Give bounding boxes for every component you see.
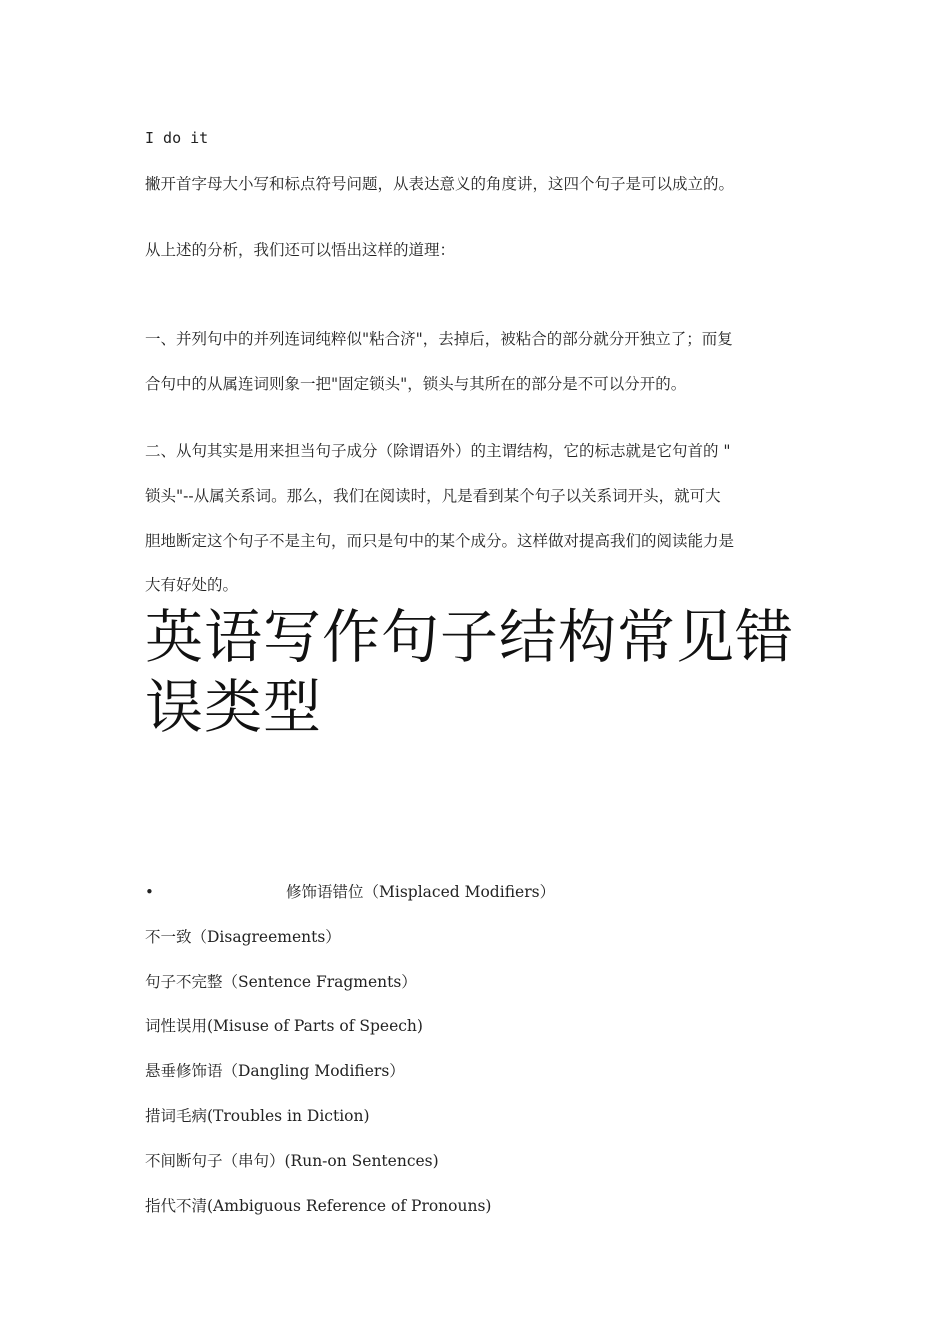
point-two-line: 大有好处的。 [145,576,239,594]
intro-sentence: 撇开首字母大小写和标点符号问题，从表达意义的角度讲，这四个句子是可以成立的。 [145,175,735,193]
point-two-line: 胆地断定这个句子不是主句，而只是句中的某个成分。这样做对提高我们的阅读能力是 [145,532,735,550]
list-item: 不一致（Disagreements） [145,928,341,946]
point-two-line: 二、从句其实是用来担当句子成分（除谓语外）的主谓结构，它的标志就是它句首的 " [145,442,731,460]
code-line: I do it [145,129,209,147]
page-title-line: 误类型 [145,673,323,741]
list-item: 句子不完整（Sentence Fragments） [145,973,417,991]
list-item: 措词毛病(Troubles in Diction) [145,1107,370,1125]
list-item: 词性误用(Misuse of Parts of Speech) [145,1017,423,1035]
point-one-line: 合句中的从属连词则象一把"固定锁头"，锁头与其所在的部分是不可以分开的。 [145,375,687,393]
list-item-label: 修饰语错位（Misplaced Modifiers） [286,883,556,901]
page-title-line: 英语写作句子结构常见错 [145,603,795,671]
page-title [145,602,825,742]
list-item: 不间断句子（串句）(Run-on Sentences) [145,1152,439,1170]
list-item: 悬垂修饰语（Dangling Modifiers） [145,1062,405,1080]
point-two-line: 锁头"--从属关系词。那么，我们在阅读时，凡是看到某个句子以关系词开头，就可大 [145,487,721,505]
bullet-icon: • [145,883,154,901]
point-one-line: 一、并列句中的并列连词纯粹似"粘合济"，去掉后，被粘合的部分就分开独立了；而复 [145,330,733,348]
list-item: 指代不清(Ambiguous Reference of Pronouns) [145,1197,492,1215]
intro-sentence: 从上述的分析，我们还可以悟出这样的道理： [145,241,456,259]
